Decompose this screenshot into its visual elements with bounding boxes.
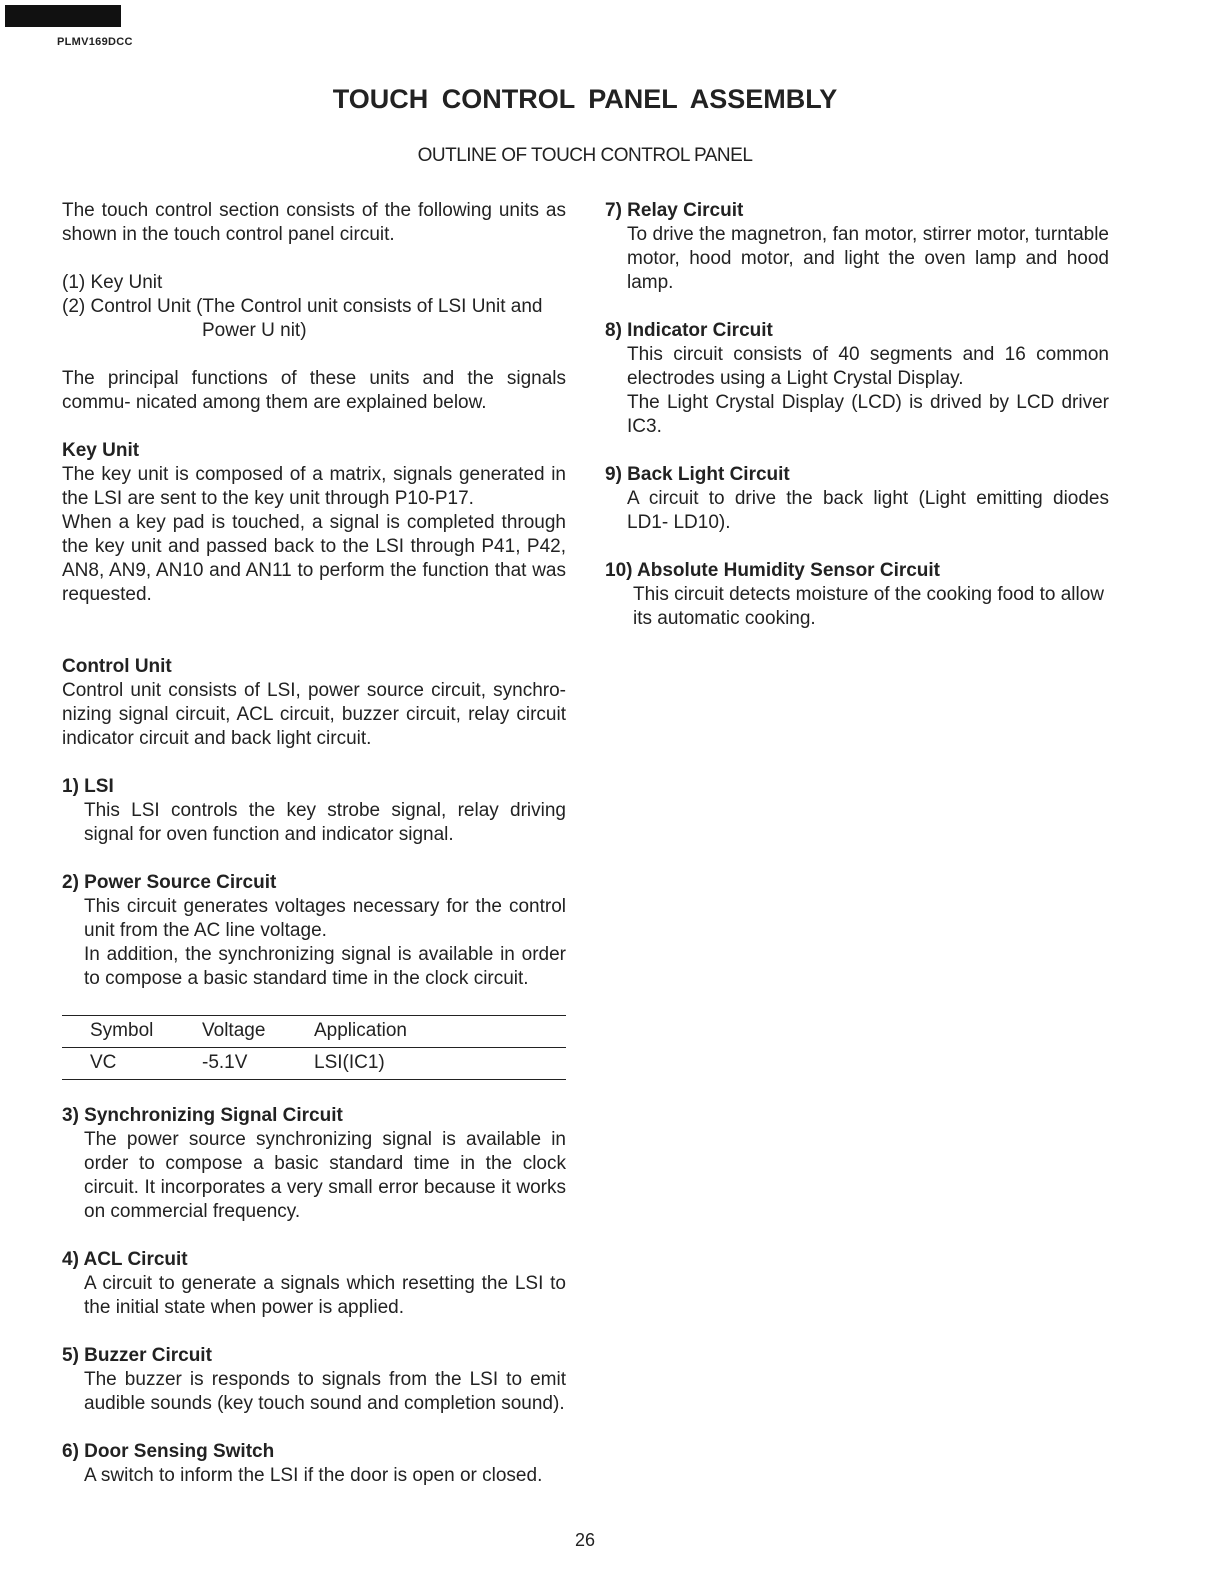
unit-list-item-continued: Power U nit) [202, 320, 307, 341]
section-heading: 9) Back Light Circuit [605, 464, 790, 485]
left-column [62, 199, 566, 1488]
section-text: To drive the magnetron, fan motor, stirrer motor, turntable motor, hood motor, and light the oven lamp and hood lamp. [627, 224, 1109, 293]
section-text: This circuit generates voltages necessary for the control unit from the AC line voltage. [84, 896, 566, 941]
table-cell: VC [90, 1052, 117, 1073]
header-black-bar [5, 5, 121, 27]
section-text: A circuit to generate a signals which resetting the LSI to the initial state when power is applied. [84, 1273, 566, 1318]
section-text: This circuit consists of 40 segments and 16 common electrodes using a Light Crystal Display. [627, 344, 1109, 389]
model-number: PLMV169DCC [57, 36, 133, 48]
section-text: A circuit to drive the back light (Light emitting diodes LD1- LD10). [627, 488, 1109, 533]
control-unit-section [62, 655, 566, 751]
door-switch-section [62, 1440, 566, 1488]
table-header-cell: Application [314, 1020, 407, 1041]
unit-list-item: (2) Control Unit (The Control unit consists of LSI Unit and [62, 296, 543, 317]
unit-list [62, 271, 566, 343]
voltage-table [62, 1015, 566, 1080]
section-text: In addition, the synchronizing signal is available in order to compose a basic standard time in the clock circuit. [84, 944, 566, 989]
key-unit-text: The key unit is composed of a matrix, signals generated in the LSI are sent to the key unit through P10-P17. [62, 464, 566, 509]
buzzer-section [62, 1344, 566, 1416]
section-heading: 6) Door Sensing Switch [62, 1441, 275, 1462]
principal-text: The principal functions of these units and the signals commu- nicated among them are explained below. [62, 368, 566, 413]
section-heading: 2) Power Source Circuit [62, 872, 277, 893]
section-heading: 7) Relay Circuit [605, 200, 744, 221]
power-source-section [62, 871, 566, 991]
unit-list-item: (1) Key Unit [62, 272, 163, 293]
lsi-section [62, 775, 566, 847]
sync-signal-section [62, 1104, 566, 1224]
section-heading: 1) LSI [62, 776, 114, 797]
relay-section [605, 199, 1109, 295]
section-text: A switch to inform the LSI if the door is open or closed. [84, 1465, 543, 1486]
section-text: This circuit detects moisture of the cooking food to allow its automatic cooking. [633, 584, 1105, 629]
section-heading: 3) Synchronizing Signal Circuit [62, 1105, 343, 1126]
table-header-cell: Voltage [202, 1020, 266, 1041]
humidity-sensor-section [605, 559, 1109, 631]
section-text: The buzzer is responds to signals from the LSI to emit audible sounds (key touch sound and completion sound). [84, 1369, 566, 1414]
section-text: The Light Crystal Display (LCD) is drived by LCD driver IC3. [627, 392, 1109, 437]
right-column [605, 199, 1109, 631]
section-heading: 5) Buzzer Circuit [62, 1345, 212, 1366]
section-text: This LSI controls the key strobe signal, relay driving signal for oven function and indicator signal. [84, 800, 566, 845]
page-number: 26 [574, 1530, 596, 1550]
indicator-section [605, 319, 1109, 439]
page-subtitle: OUTLINE OF TOUCH CONTROL PANEL [417, 145, 753, 166]
control-unit-heading: Control Unit [62, 656, 172, 677]
table-row [62, 1048, 566, 1080]
section-text: The power source synchronizing signal is available in order to compose a basic standard time in the clock circuit. It incorporates a very small error because it works on commercial frequency. [84, 1129, 566, 1222]
key-unit-section [62, 439, 566, 607]
key-unit-text: When a key pad is touched, a signal is completed through the key unit and passed back to the LSI through P41, P42, AN8, AN9, AN10 and AN11 to perform the function that was requested. [62, 512, 566, 605]
section-heading: 8) Indicator Circuit [605, 320, 773, 341]
key-unit-heading: Key Unit [62, 440, 140, 461]
table-header-row [62, 1016, 566, 1048]
intro-text: The touch control section consists of the following units as shown in the touch control panel circuit. [62, 200, 566, 245]
control-unit-text: Control unit consists of LSI, power source circuit, synchro- nizing signal circuit, ACL circuit, buzzer circuit, relay circuit indicator circuit and back light circuit. [62, 680, 566, 749]
section-heading: 10) Absolute Humidity Sensor Circuit [605, 560, 941, 581]
table-cell: LSI(IC1) [314, 1052, 385, 1073]
back-light-section [605, 463, 1109, 535]
table-cell: -5.1V [202, 1052, 248, 1073]
section-heading: 4) ACL Circuit [62, 1249, 188, 1270]
page-title: TOUCH CONTROL PANEL ASSEMBLY [332, 84, 838, 114]
table-header-cell: Symbol [90, 1020, 154, 1041]
acl-section [62, 1248, 566, 1320]
